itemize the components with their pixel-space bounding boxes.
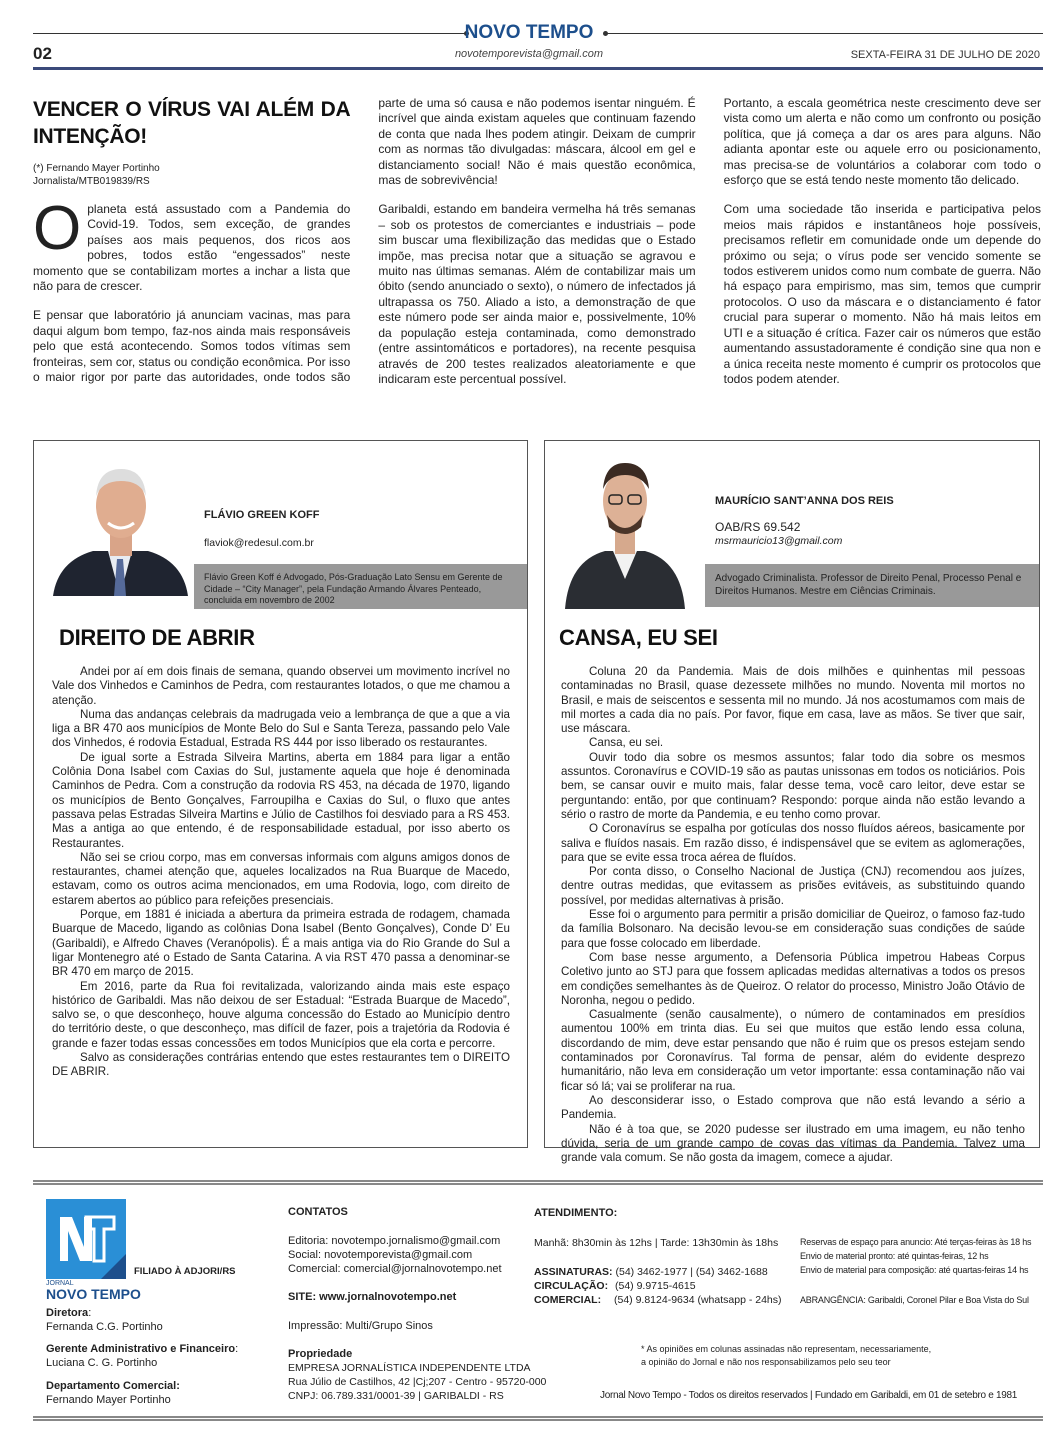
contact-social[interactable]: Social: novotemporevista@gmail.com [288, 1249, 473, 1261]
column-text [561, 665, 1025, 1165]
author-photo [565, 449, 685, 609]
paragraph: Cansa, eu sei. [589, 736, 664, 750]
logo-small-text: JORNAL [46, 1280, 74, 1287]
column-title: CANSA, EU SEI [559, 625, 718, 650]
author-email[interactable]: flaviok@redesul.com.br [204, 537, 314, 549]
author-name: MAURÍCIO SANT’ANNA DOS REIS [715, 495, 894, 507]
masthead: NOVO TEMPO [464, 22, 594, 43]
column-box-right [544, 440, 1040, 1165]
phone-value: (54) 9.8124-9634 (whatsapp - 24hs) [614, 1294, 782, 1306]
footer-rule-top [33, 1180, 1043, 1185]
contact-editoria[interactable]: Editoria: novotempo.jornalismo@gmail.com [288, 1235, 501, 1247]
affiliation: FILIADO À ADJORI/RS [134, 1266, 236, 1277]
paragraph: Andei por aí em dois finais de semana, quando observei um movimento incrível no Vale dos Vinhedos e Caminhos de Pedra, com restaurantes lotados, o que me chamou a atenção. [52, 665, 510, 707]
staff-name: Fernanda C.G. Portinho [46, 1321, 163, 1333]
paragraph: Numa das andanças celebrais da madrugada veio a lembrança de que a que a via liga a BR 470 aos municípios de Monte Belo do Sul e Santa Tereza, passando pelo Vale dos Vinhedos, é rodovia Estadual, Estrada RS 444 por isso liberado os restaurantes. [52, 707, 510, 750]
paragraph: Ao desconsiderar isso, o Estado comprova que não está levando a sério a Pandemia. [561, 1093, 1025, 1122]
paragraph: Garibaldi, estando em bandeira vermelha há três semanas – sob os protestos de comerciantes e industriais – pode sim buscar uma flexibilização das medidas que o Estado impõe, mas precisa notar que a situação se agravou e muito nas últimas semanas. Além de contabilizar mais um óbito (sendo anunciado o sexto), o número de infectados já ultrapassa os 750. Aliado a isto, a demonstração de que este número pode ser ainda maior e, possivelmente, 10% da população esteja contaminada, como demonstrado (entre assintomáticos e portadores), na recente pesquisa através de 200 testes realizados aleatoriamente e que indicaram este percentual possível. [378, 202, 696, 386]
copyright: Jornal Novo Tempo - Todos os direitos reservados | Fundado em Garibaldi, em 01 de setebro e 1981 [600, 1390, 1018, 1401]
paragraph: Esse foi o argumento para permitir a prisão domiciliar de Queiroz, o famoso faz-tudo da família Bolsonaro. Na decisão levou-se em consideração suas condições de saúde para que fosse colocado em liberdade. [561, 908, 1025, 950]
byline [33, 162, 350, 188]
paragraph: Coluna 20 da Pandemia. Mais de dois milhões e quinhentas mil pessoas contaminadas no Brasil, quase dezessete milhões no mundo. Noventa mil mortos no Brasil, e mais de seiscentos e sessenta mil no mundo. Já nos acostumamos com mais de mil mortes a cada dia no país. Por favor, fique em casa, lave as mãos. Se tiver que sair, use máscara. [561, 665, 1025, 736]
paragraph: E pensar que laboratório já anunciam vacinas, mas para daqui algum bom tempo, faz-nos ainda mais responsáveis pelo que está acontecendo. Somos todos vítimas sem fronteiras, sem cor, status ou condição econômica. Por isso o maior rigor por parte das autoridades, onde todos são parte de uma só causa e não podemos isentar ninguém. É incrível que ainda existam aqueles que continuam fazendo de conta que nada lhes podem atingir. Deixam de cumprir com as normas tão divulgadas: máscara, álcool em gel e distanciamento social! Não é mais questão econômica, mas de sobrevivência! [33, 96, 696, 385]
paragraph: Não sei se criou corpo, mas em conversas informais com alguns amigos donos de restaurantes, chamei atenção que, aqueles localizados na Rua Buarque de Macedo, estavam, como os outros acima mencionados, em uma Rodovia, logo, com direito de estarem abertos ao público para refeições presenciais. [52, 850, 510, 907]
staff-role: Departamento Comercial: [46, 1380, 180, 1392]
byline-name: (*) Fernando Mayer Portinho [33, 163, 160, 174]
disclaimer-line: * As opiniões em colunas assinadas não representam, necessariamente, [641, 1344, 932, 1354]
service-title: ATENDIMENTO: [534, 1207, 618, 1219]
author-photo [48, 451, 193, 596]
page-number: 02 [33, 44, 52, 63]
deadlines [800, 1235, 1045, 1307]
phone-value: (54) 3462-1977 | (54) 3462-1688 [615, 1266, 768, 1278]
staff-name: Fernando Mayer Portinho [46, 1394, 171, 1406]
paragraph: Não é à toa que, se 2020 pudesse ser ilustrado em uma imagem, eu não tenho dúvida, seria de um grande campo de covas das vítimas da Pandemia. Talvez uma grande vala comum. Se não gosta da imagem, comece a ajudar. [561, 1122, 1025, 1165]
staff-manager: Gerente Administrativo e Financeiro: Luciana C. G. Portinho [46, 1343, 239, 1369]
phone-label: COMERCIAL: [534, 1294, 602, 1306]
phone-value: (54) 9.9715-4615 [615, 1280, 696, 1292]
header-bar [33, 67, 1043, 70]
author-bio: Advogado Criminalista. Professor de Direito Penal, Processo Penal e Direitos Humanos. Mestre em Ciências Criminais. [705, 564, 1039, 607]
paragraph-text: planeta está assustado com a Pandemia do Covid-19. Todos, sem exceção, de grandes países aos mais pequenos, dos ricos aos pobres, todos estão “engessados” neste momento que se contabilizam mortes a inchar a lista que não para de crescer. [33, 202, 351, 294]
company-name: EMPRESA JORNALÍSTICA INDEPENDENTE LTDA [288, 1362, 531, 1374]
column-title: DIREITO DE ABRIR [59, 625, 255, 650]
author-email[interactable]: msrmauricio13@gmail.com [715, 535, 843, 547]
paragraph: Ouvir todo dia sobre os mesmos assuntos; falar todo dia sobre os mesmos assuntos. Coronavírus e COVID-19 são as pautas unissonas em todos os noticiários. Pois bem, se cansar ouvir e muito mais, falar desse tema, você caro leitor, deve estar se perguntando: então, por que continuam? Respondo: porque ainda não estão levando a sério o rastro de morte da Pandemia, e eu tenho como provar. [561, 750, 1025, 821]
site-link[interactable]: SITE: www.jornalnovotempo.net [288, 1291, 457, 1303]
phone-label: CIRCULAÇÃO: [534, 1280, 609, 1292]
paragraph: Em 2016, parte da Rua foi revitalizada, valorizando ainda mais este espaço histórico de Garibaldi. Mas não deixou de ser Estadual: “Estrada Buarque de Macedo”, salvo se, o que desconheço, houve alguma concessão do Estado ao Município dentro do território deste, o que desconheço, mas difícil de fazer, pois a trajetória da Rodovia é grande e fazer todas essas concessões em todos Municípios que ela corta e percorre. [52, 979, 510, 1050]
author-oab: OAB/RS 69.542 [715, 520, 801, 534]
staff-role: Gerente Administrativo e Financeiro [46, 1343, 236, 1355]
editorial-article [33, 96, 1041, 396]
article-title: VENCER O VÍRUS VAI ALÉM DA INTENÇÃO! [33, 98, 351, 148]
paragraph: De igual sorte a Estrada Silveira Martins, aberta em 1884 para ligar a então Colônia Dona Isabel com Caxias do Sul, justamente aquela que hoje é denominada Caminhos de Pedra. Com a construção da rodovia RS 453, na década de 1970, ligando os municípios de Bento Gonçalves, Farroupilha e Caxias do Sul, o fluxo que antes passava pelas Estradas Silveira Martins e Júlio de Castilhos foi desviado para a RS 453. Mas a antiga ao que entendo, é de responsabilidade estadual, por isso aberto os Restaurantes. [52, 750, 510, 850]
byline-role: Jornalista/MTB019839/RS [33, 176, 150, 187]
property-label: Propriedade [288, 1348, 353, 1360]
property-info [288, 1361, 548, 1403]
deadline: Envio de material pronto: até quintas-feiras, 12 hs [800, 1251, 989, 1261]
company-cnpj: CNPJ: 06.789.331/0001-39 | GARIBALDI - RS [288, 1390, 504, 1402]
column-box-left [33, 440, 528, 1148]
company-address: Rua Júlio de Castilhos, 42 |Cj;207 - Centro - 95720-000 [288, 1376, 547, 1388]
paragraph: Salvo as considerações contrárias entendo que estes restaurantes tem o DIREITO DE ABRIR. [52, 1051, 510, 1079]
service-hours: Manhã: 8h30min às 12hs | Tarde: 13h30min às 18hs [534, 1237, 779, 1249]
paragraph [33, 194, 351, 294]
issue-date: SEXTA-FEIRA 31 DE JULHO DE 2020 [850, 49, 1040, 61]
paragraph: Com base nesse argumento, a Defensoria Pública impetrou Habeas Corpus Coletivo junto ao STJ para que fossem aplicadas medidas alternativas a todos os presos em condições semelhantes às de Queiroz. O relator do processo, Ministro João Otávio de Noronha, negou o pedido. [561, 950, 1025, 1007]
paragraph: Com uma sociedade tão inserida e participativa pelos meios mais rápidos e instantâneos hoje possíveis, precisamos refletir em comunidade onde um depende do próximo ou seja; o vírus pode ser vencido somente se todos estiverem unidos como num combate de guerra. Não há espaço para empirismo, mas sim, temos que cumprir protocolos. O uso da máscara e o distanciamento é fator crucial para superar o momento. Não há mais leitos em UTI e a situação é crítica. Fazer cair os números que estão aumentando assustadoramente é condição sine qua non e a única receita neste momento é cumprir os protocolos que todos podem atender. [723, 202, 1041, 386]
header-email: novotemporevista@gmail.com [454, 48, 604, 60]
paragraph: Por conta disso, o Conselho Nacional de Justiça (CNJ) recomendou aos juízes, dentre outras medidas, que evitassem as prisões evitáveis, as substituindo quando possível, por medidas alternativas à prisão. [561, 865, 1025, 907]
print-info: Impressão: Multi/Grupo Sinos [288, 1320, 433, 1332]
staff-commercial [46, 1379, 276, 1407]
staff-role: Diretora [46, 1307, 89, 1319]
phone-list [534, 1265, 796, 1307]
column-text [52, 665, 510, 1080]
deadline: Envio de material para composição: até quartas-feiras 14 hs [800, 1265, 1029, 1275]
drop-cap: O [33, 194, 82, 263]
staff-name: Luciana C. G. Portinho [46, 1357, 158, 1369]
author-bio: Flávio Green Koff é Advogado, Pós-Graduação Lato Sensu em Gerente de Cidade – “City Manager”, pela Fundação Armando Álvares Penteado, concluida em novembro de 2002 [194, 564, 527, 609]
paragraph: Casualmente (senão causalmente), o número de contaminados em presídios aumentou 100% em trinta dias. Eu sei que muitos que estão lendo essa coluna, discordando de mim, deve estar pensando que não é ruim que os presos estejam sendo contaminados por Coronavírus. Tal forma de pensar, além do evidente desprezo humanitário, não leva em consideração um vetor importante: essa contaminação não vai ficar só lá; vai se proliferar na rua. [561, 1008, 1025, 1093]
coverage: ABRANGÊNCIA: Garibaldi, Coronel Pilar e Boa Vista do Sul [800, 1295, 1029, 1305]
paragraph: Portanto, a escala geométrica neste crescimento deve ser vista como um alerta e não como um confronto ou posição política, que já começa a dar os ares para alguns. Não adianta apontar este ou aquele erro ou posicionamento, mas precisa-se de voluntários a colaborar com todo o esforço que se está tendo neste momento tão delicado. [723, 96, 1041, 188]
contacts-title: CONTATOS [288, 1206, 348, 1218]
staff-director: Diretora: Fernanda C.G. Portinho [46, 1307, 163, 1333]
footer-rule-bottom [33, 1416, 1043, 1421]
deadline: Reservas de espaço para anuncio: Até terças-feiras às 18 hs [800, 1237, 1032, 1247]
disclaimer [641, 1343, 1041, 1369]
paragraph: O Coronavírus se espalha por gotículas dos nosso fluídos aéreos, basicamente por saliva e fluídos nasais. Em razão disso, é indispensável que se evitem as aglomerações, para que se evite essa troca aérea de fluídos. [561, 822, 1025, 864]
paragraph: Porque, em 1881 é iniciada a abertura da primeira estrada de rodagem, chamada Buarque de Macedo, ligando as colônias Dona Isabel (Bento Gonçalves), Conde D’ Eu (Garibaldi), e Alfredo Chaves (Veranópolis). É a mais antiga via do Rio Grande do Sul a ligar Montenegro até o Estado de Santa Catarina. A via RST 470 passa a denominar-se BR 470 em março de 2015. [52, 908, 510, 979]
phone-label: ASSINATURAS: [534, 1266, 613, 1278]
newspaper-logo [46, 1199, 126, 1279]
contact-list [288, 1234, 528, 1276]
author-name: FLÁVIO GREEN KOFF [204, 509, 320, 521]
contact-comercial[interactable]: Comercial: comercial@jornalnovotempo.net [288, 1263, 502, 1275]
logo-name: NOVO TEMPO [46, 1286, 141, 1302]
disclaimer-line: a opinião do Jornal e não nos responsabilizamos pelo seu teor [641, 1357, 891, 1367]
